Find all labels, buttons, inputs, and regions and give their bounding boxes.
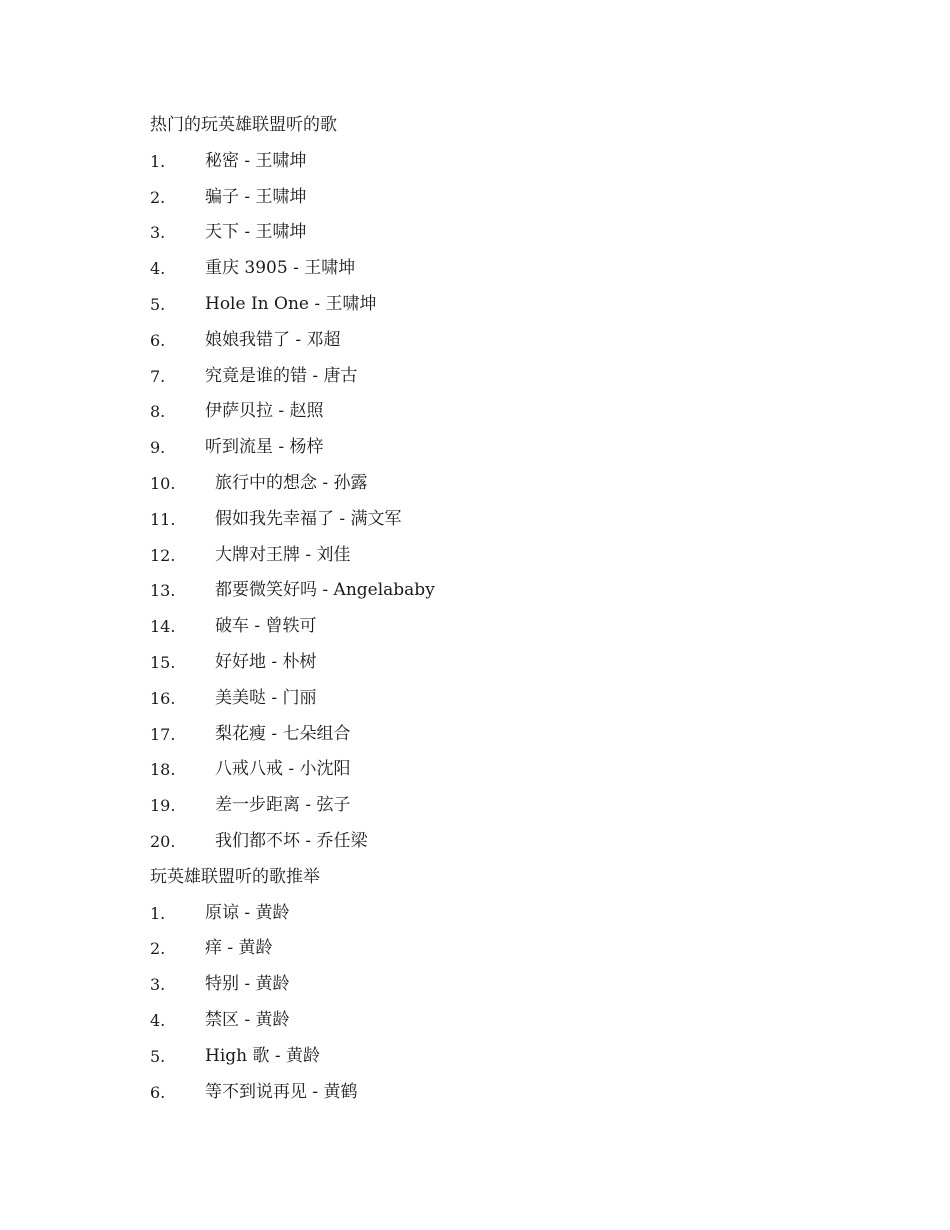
song-list [150,144,850,860]
song-title: 假如我先幸福了 - 满文军 [215,508,402,529]
list-item [150,466,850,502]
item-number: 18. [150,760,176,780]
item-number: 2. [150,187,166,207]
item-number: 1. [150,903,166,923]
list-item [150,144,850,180]
item-number: 2. [150,939,166,959]
item-number: 20. [150,831,176,851]
list-item [150,717,850,753]
list-item [150,251,850,287]
item-number: 19. [150,796,176,816]
list-item [150,931,850,967]
list-item [150,323,850,359]
song-title: 破车 - 曾轶可 [215,616,317,637]
song-title: 天下 - 王啸坤 [205,222,307,243]
song-title: 重庆 3905 - 王啸坤 [205,258,356,279]
song-title: 秘密 - 王啸坤 [205,150,307,171]
item-number: 4. [150,259,166,279]
item-number: 15. [150,652,176,672]
song-title: 究竟是谁的错 - 唐古 [205,365,358,386]
song-title: 听到流星 - 杨梓 [205,437,324,458]
list-item [150,287,850,323]
song-title: 痒 - 黄龄 [205,938,273,959]
item-number: 5. [150,294,166,314]
item-number: 7. [150,366,166,386]
item-number: 1. [150,151,166,171]
item-number: 4. [150,1010,166,1030]
song-title: 伊萨贝拉 - 赵照 [205,401,324,422]
song-title: 等不到说再见 - 黄鹤 [205,1081,358,1102]
section-heading: 玩英雄联盟听的歌推举 [150,866,320,887]
list-item [150,573,850,609]
section-popular-songs [150,108,850,860]
item-number: 5. [150,1046,166,1066]
item-number: 16. [150,688,176,708]
song-title: 特别 - 黄龄 [205,974,290,995]
song-title: 差一步距离 - 弦子 [215,795,351,816]
list-item [150,1075,850,1111]
list-item [150,681,850,717]
list-item [150,896,850,932]
list-item [150,1039,850,1075]
item-number: 13. [150,581,176,601]
list-item [150,824,850,860]
song-title: 骗子 - 王啸坤 [205,186,307,207]
song-title: 梨花瘦 - 七朵组合 [215,723,351,744]
song-title: 美美哒 - 门丽 [215,687,317,708]
item-number: 3. [150,223,166,243]
song-title: High 歌 - 黄龄 [205,1045,321,1066]
section-heading: 热门的玩英雄联盟听的歌 [150,115,337,135]
list-item [150,1003,850,1039]
list-item [150,394,850,430]
list-item [150,180,850,216]
list-item [150,609,850,645]
song-title: 禁区 - 黄龄 [205,1009,290,1030]
document-page [150,108,850,1110]
list-item [150,359,850,395]
list-item [150,215,850,251]
item-number: 12. [150,545,176,565]
song-title: 大牌对王牌 - 刘佳 [215,544,351,565]
song-title: 都要微笑好吗 - Angelababy [215,580,435,601]
song-list [150,896,850,1111]
song-title: Hole In One - 王啸坤 [205,293,377,314]
item-number: 14. [150,617,176,637]
item-number: 10. [150,473,176,493]
song-title: 八戒八戒 - 小沈阳 [215,759,351,780]
song-title: 我们都不坏 - 乔任梁 [215,830,368,851]
list-item [150,788,850,824]
item-number: 6. [150,330,166,350]
song-title: 旅行中的想念 - 孙露 [215,472,368,493]
item-number: 8. [150,402,166,422]
song-title: 好好地 - 朴树 [215,651,317,672]
list-item [150,752,850,788]
item-number: 6. [150,1082,166,1102]
item-number: 17. [150,724,176,744]
song-title: 原谅 - 黄龄 [205,902,290,923]
item-number: 3. [150,975,166,995]
item-number: 9. [150,438,166,458]
list-item [150,967,850,1003]
list-item [150,538,850,574]
list-item [150,430,850,466]
list-item [150,645,850,681]
item-number: 11. [150,509,176,529]
section-recommended-songs [150,860,850,1111]
song-title: 娘娘我错了 - 邓超 [205,329,341,350]
list-item [150,502,850,538]
